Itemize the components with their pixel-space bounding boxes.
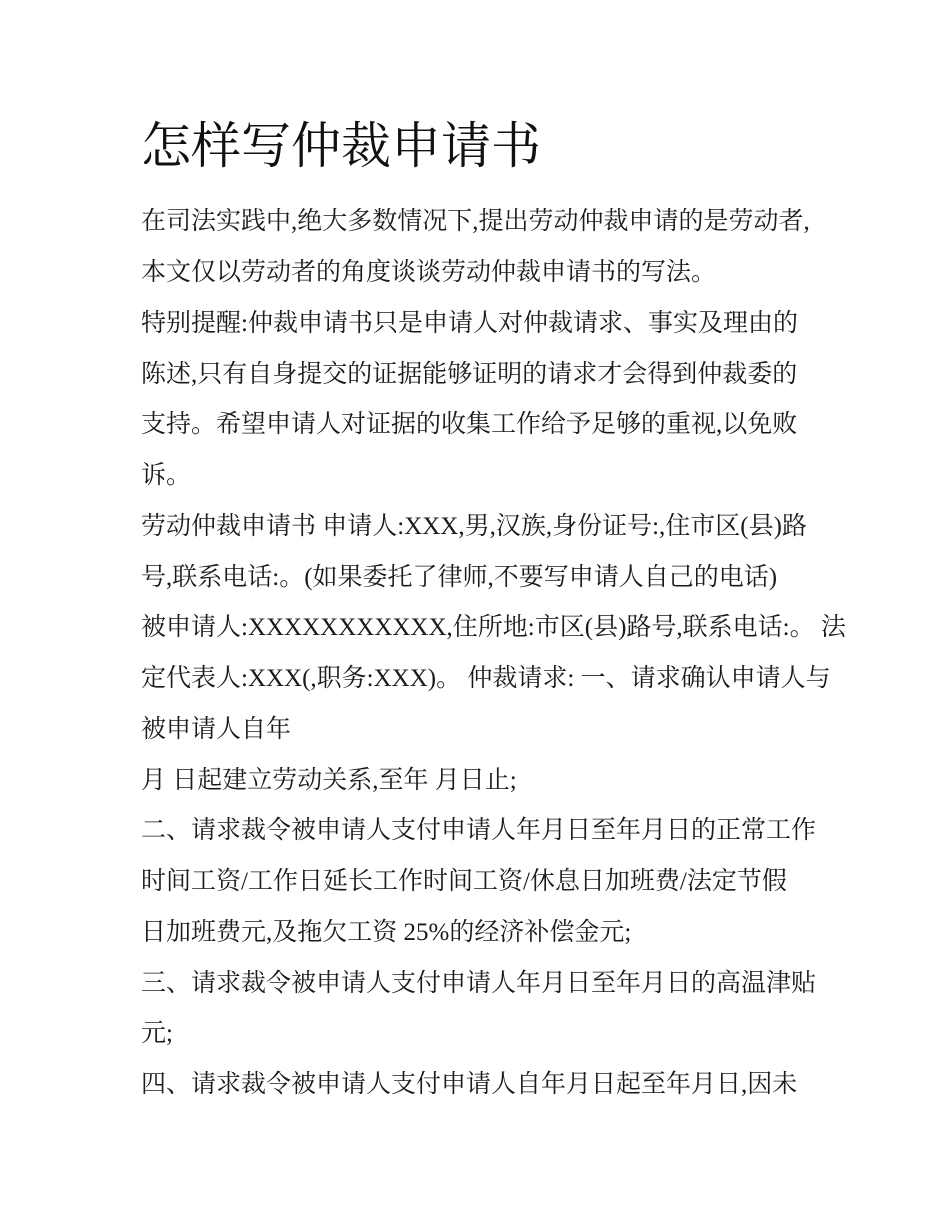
body-line: 四、请求裁令被申请人支付申请人自年月日起至年月日,因未 bbox=[141, 1071, 798, 1098]
body-line: 二、请求裁令被申请人支付申请人年月日至年月日的正常工作 bbox=[141, 817, 817, 844]
body-line: 特别提醒:仲裁申请书只是申请人对仲裁请求、事实及理由的 bbox=[141, 310, 798, 337]
body-line: 劳动仲裁申请书 申请人:XXX,男,汉族,身份证号:,住市区(县)路 bbox=[141, 513, 807, 540]
body-line: 被申请人自年 bbox=[141, 716, 292, 743]
body-line: 诉。 bbox=[141, 462, 192, 489]
body-line: 本文仅以劳动者的角度谈谈劳动仲裁申请书的写法。 bbox=[141, 259, 717, 286]
body-line: 支持。希望申请人对证据的收集工作给予足够的重视,以免败 bbox=[141, 411, 798, 438]
body-line: 时间工资/工作日延长工作时间工资/休息日加班费/法定节假 bbox=[141, 868, 787, 895]
body-line: 元; bbox=[141, 1020, 173, 1047]
body-line: 定代表人:XXX(,职务:XXX)。 仲裁请求: 一、请求确认申请人与 bbox=[141, 665, 831, 692]
document-title: 怎样写仲裁申请书 bbox=[141, 117, 541, 175]
body-line: 被申请人:XXXXXXXXXXX,住所地:市区(县)路号,联系电话:。 法 bbox=[141, 614, 846, 641]
body-line: 号,联系电话:。(如果委托了律师,不要写申请人自己的电话) bbox=[141, 564, 778, 591]
body-line: 三、请求裁令被申请人支付申请人年月日至年月日的高温津贴 bbox=[141, 970, 817, 997]
body-line: 月 日起建立劳动关系,至年 月日止; bbox=[141, 767, 517, 794]
body-line: 日加班费元,及拖欠工资 25%的经济补偿金元; bbox=[141, 919, 632, 946]
body-line: 陈述,只有自身提交的证据能够证明的请求才会得到仲裁委的 bbox=[141, 361, 798, 388]
body-line: 在司法实践中,绝大多数情况下,提出劳动仲裁申请的是劳动者, bbox=[141, 208, 810, 235]
